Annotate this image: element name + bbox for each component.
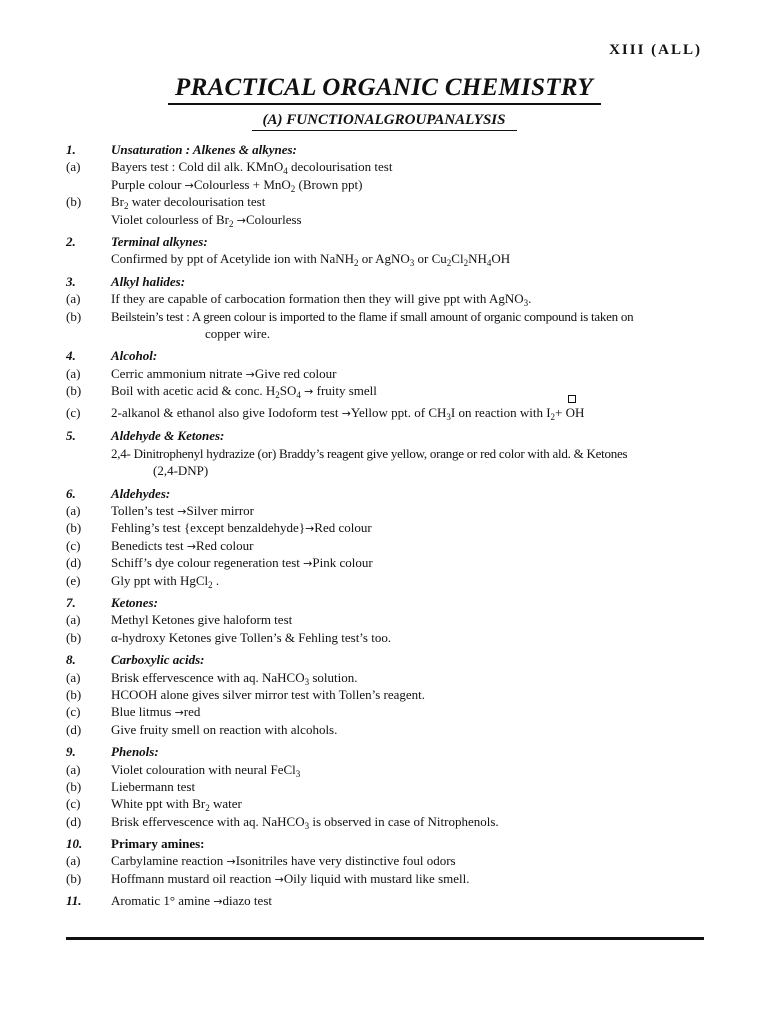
section-heading-line	[0, 743, 768, 760]
list-item	[0, 193, 768, 210]
section-unsaturation	[0, 141, 768, 228]
section-phenols	[0, 743, 768, 830]
item-label: (a)	[66, 761, 81, 777]
list-item	[0, 290, 768, 307]
item-text: Purple colour →Colourless + MnO$_2$ (Brown ppt)	[111, 176, 363, 194]
item-label: (a)	[66, 853, 81, 869]
item-label: (b)	[66, 383, 82, 399]
section-heading: Alkyl halides:	[111, 273, 186, 289]
arrow-icon: →	[245, 367, 255, 381]
item-label: (d)	[66, 555, 82, 571]
document-body	[0, 141, 768, 915]
class-label: XIII (ALL)	[609, 42, 702, 58]
item-label: (b)	[66, 520, 82, 536]
section-number: 9.	[66, 744, 76, 760]
item-text: Boil with acetic acid & conc. $H_2SO_4$ → fruity smell	[111, 383, 377, 401]
item-text: α-hydroxy Ketones give Tollen’s & Fehling test’s too.	[111, 629, 392, 645]
item-text: Tollen’s test →Silver mirror	[111, 503, 254, 519]
section-heading-line	[0, 273, 768, 290]
item-text: 2,4- Dinitrophenyl hydrazize (or) Braddy’s reagent give yellow, orange or red color with ald. & Ketones	[111, 445, 628, 461]
arrow-icon: →	[341, 407, 351, 421]
arrow-icon: →	[226, 855, 236, 869]
list-item	[0, 669, 768, 686]
subtitle-underline	[252, 130, 517, 131]
section-heading-line	[0, 835, 768, 852]
section-alcohol	[0, 347, 768, 422]
list-item	[0, 325, 768, 342]
item-text: Fehling’s test {except benzaldehyde}→Red colour	[111, 520, 372, 536]
item-label: (b)	[66, 870, 82, 886]
list-item	[0, 721, 768, 738]
title-underline	[168, 103, 601, 105]
section-heading: Aldehydes:	[111, 485, 171, 501]
list-item	[0, 158, 768, 175]
section-heading-line	[0, 485, 768, 502]
negative-charge-symbol: O	[566, 399, 575, 426]
section-heading: Aldehyde & Ketones:	[111, 428, 225, 444]
section-terminal-alkynes	[0, 233, 768, 268]
item-text: Cerric ammonium nitrate →Give red colour	[111, 365, 337, 381]
section-primary-amines	[0, 835, 768, 887]
item-text: 2-alkanol & ethanol also give Iodoform test →Yellow ppt. of $CH_3I$ on reaction with $I_2+$ OH	[111, 399, 584, 427]
section-number: 1.	[66, 142, 76, 157]
item-label: (b)	[66, 778, 82, 794]
section-number: 5.	[66, 428, 76, 444]
item-label: (b)	[66, 308, 82, 324]
item-label: (c)	[66, 405, 81, 421]
list-item	[0, 795, 768, 812]
item-text: Violet colourless of $Br_2$ →Colourless	[111, 211, 302, 229]
item-text: Methyl Ketones give haloform test	[111, 612, 293, 628]
section-alkyl-halides	[0, 273, 768, 343]
list-item	[0, 445, 768, 462]
item-label: (e)	[66, 572, 81, 588]
list-item	[0, 519, 768, 536]
list-item	[0, 611, 768, 628]
arrow-icon: →	[174, 706, 184, 720]
item-text: Blue litmus →red	[111, 704, 201, 720]
charge-box-icon	[568, 395, 576, 403]
item-label: (c)	[66, 704, 81, 720]
item-label: (a)	[66, 503, 81, 519]
section-number: 6.	[66, 485, 76, 501]
list-item	[0, 852, 768, 869]
list-item	[0, 399, 768, 422]
item-text: Aromatic 1° amine →diazo test	[111, 893, 272, 909]
item-text: copper wire.	[205, 325, 270, 341]
section-heading: Alcohol:	[111, 348, 158, 364]
arrow-icon: →	[177, 505, 187, 519]
item-text: Give fruity smell on reaction with alcohols.	[111, 721, 338, 737]
item-label: (b)	[66, 629, 82, 645]
item-text: Brisk effervescence with aq. NaHCO$_3$ solution.	[111, 669, 358, 687]
arrow-icon: →	[304, 385, 314, 399]
section-heading-line	[0, 141, 768, 158]
section-heading-line	[0, 427, 768, 444]
item-text: Benedicts test →Red colour	[111, 537, 254, 553]
list-item	[0, 686, 768, 703]
section-aromatic-amine	[0, 892, 768, 909]
list-item	[0, 176, 768, 193]
arrow-icon: →	[303, 557, 313, 571]
list-item	[0, 629, 768, 646]
section-heading: Unsaturation : Alkenes & alkynes:	[111, 142, 297, 157]
item-label: (a)	[66, 291, 81, 307]
section-number: 8.	[66, 652, 76, 668]
item-label: (d)	[66, 721, 82, 737]
item-text: Confirmed by ppt of Acetylide ion with NaNH$_2$ or AgNO$_3$ or $Cu_2Cl_2NH_4OH$	[111, 251, 511, 269]
item-text: If they are capable of carbocation formation then they will give ppt with AgNO$_3$.	[111, 291, 532, 309]
list-item	[0, 365, 768, 382]
section-number: 3.	[66, 273, 76, 289]
section-heading: Primary amines:	[111, 836, 205, 852]
item-text: White ppt with $Br_2$ water	[111, 796, 242, 814]
list-item	[0, 778, 768, 795]
item-text: HCOOH alone gives silver mirror test with Tollen’s reagent.	[111, 686, 426, 702]
section-aldehydes	[0, 485, 768, 589]
section-heading: Phenols:	[111, 744, 159, 760]
section-heading: Carboxylic acids:	[111, 652, 205, 668]
list-item	[0, 382, 768, 399]
item-text: Violet colouration with neural FeCl$_3$	[111, 761, 301, 779]
section-ketones	[0, 594, 768, 646]
section-aldehyde-ketones	[0, 427, 768, 479]
page-title: PRACTICAL ORGANIC CHEMISTRY	[175, 74, 593, 101]
arrow-icon: →	[184, 178, 194, 192]
list-item	[0, 537, 768, 554]
item-label: (a)	[66, 159, 81, 175]
item-text: Brisk effervescence with aq. NaHCO$_3$ is observed in case of Nitrophenols.	[111, 813, 499, 831]
item-text: $Br_2$ water decolourisation test	[111, 194, 266, 212]
list-item	[0, 703, 768, 720]
list-item	[0, 761, 768, 778]
section-heading-line	[0, 594, 768, 611]
section-number: 7.	[66, 594, 76, 610]
item-text: Carbylamine reaction →Isonitriles have very distinctive foul odors	[111, 853, 456, 869]
list-item	[0, 462, 768, 479]
list-item	[0, 308, 768, 325]
arrow-icon: →	[236, 213, 246, 227]
list-item	[0, 813, 768, 830]
section-heading-line	[0, 347, 768, 364]
item-text: Gly ppt with HgCl$_2$ .	[111, 572, 220, 590]
item-label: (a)	[66, 365, 81, 381]
item-text: Hoffmann mustard oil reaction →Oily liquid with mustard like smell.	[111, 870, 470, 886]
list-item	[0, 892, 768, 909]
item-text: Bayers test : Cold dil alk. KMnO$_4$ decolourisation test	[111, 159, 393, 177]
section-carboxylic-acids	[0, 651, 768, 738]
list-item	[0, 572, 768, 589]
section-heading-line	[0, 233, 768, 250]
section-number: 11.	[66, 893, 82, 909]
item-label: (b)	[66, 686, 82, 702]
list-item	[0, 870, 768, 887]
item-text: Beilstein’s test : A green colour is imported to the flame if small amount of organic compound is taken on	[111, 308, 634, 324]
section-heading: Ketones:	[111, 594, 158, 610]
item-label: (b)	[66, 194, 82, 210]
arrow-icon: →	[305, 522, 315, 536]
arrow-icon: →	[186, 539, 197, 553]
item-label: (a)	[66, 669, 81, 685]
section-heading: Terminal alkynes:	[111, 233, 208, 249]
list-item	[0, 211, 768, 228]
footer-rule	[66, 937, 704, 940]
item-label: (a)	[66, 612, 81, 628]
item-text: Schiff’s dye colour regeneration test →Pink colour	[111, 555, 373, 571]
arrow-icon: →	[213, 895, 223, 909]
section-number: 2.	[66, 233, 76, 249]
arrow-icon: →	[274, 872, 284, 886]
item-text: (2,4-DNP)	[153, 463, 209, 479]
item-label: (d)	[66, 813, 82, 829]
list-item	[0, 502, 768, 519]
section-heading-line	[0, 651, 768, 668]
list-item	[0, 554, 768, 571]
section-number: 10.	[66, 836, 83, 852]
list-item	[0, 250, 768, 267]
item-label: (c)	[66, 796, 81, 812]
page-subtitle: (A) FUNCTIONALGROUPANALYSIS	[262, 112, 506, 128]
item-label: (c)	[66, 537, 81, 553]
item-text: Liebermann test	[111, 778, 196, 794]
section-number: 4.	[66, 348, 76, 364]
